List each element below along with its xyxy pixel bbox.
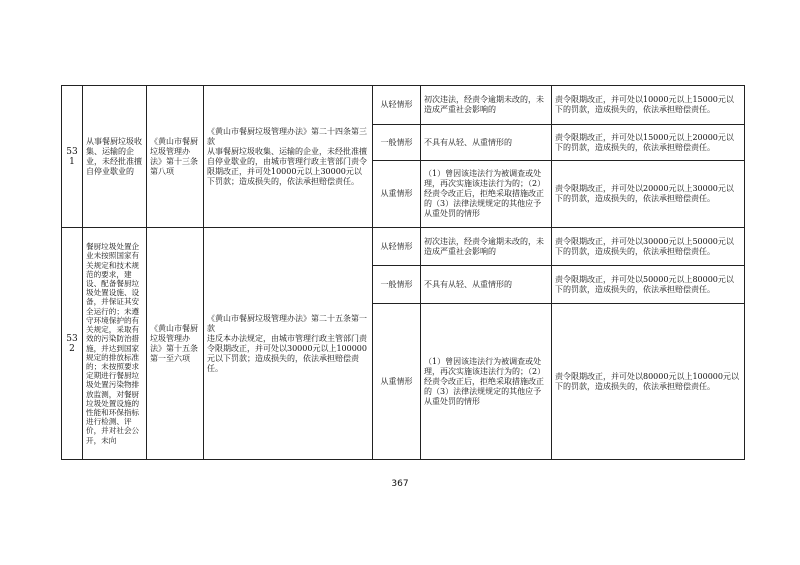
violation-basis: 《黄山市餐厨垃圾管理办法》第十三条第八项 <box>147 86 204 228</box>
circumstance-condition: 不具有从轻、从重情形的 <box>421 266 552 304</box>
circumstance-condition: 初次违法，经责令逾期未改的，未造成严重社会影响的 <box>421 228 552 266</box>
circumstance-condition: 初次违法，经责令逾期未改的，未造成严重社会影响的 <box>421 86 552 125</box>
circumstance-level: 从轻情形 <box>373 228 421 266</box>
circumstance-level: 从轻情形 <box>373 86 421 125</box>
penalty-standard: 责令限期改正，并可处以50000元以上80000元以下的罚款，造成损失的，依法承担赔偿责任。 <box>552 266 745 304</box>
circumstance-level: 从重情形 <box>373 161 421 228</box>
penalty-standard: 责令限期改正，并可处以80000元以上100000元以下的罚款，造成损失的，依法承担赔偿责任。 <box>552 304 745 460</box>
table-row <box>62 86 745 125</box>
circumstance-condition: 不具有从轻、从重情形的 <box>421 125 552 161</box>
row-index: 532 <box>62 228 83 460</box>
penalty-standard: 责令限期改正，并可处以20000元以上30000元以下的罚款，造成损失的，依法承担赔偿责任。 <box>552 161 745 228</box>
penalty-standard: 责令限期改正，并可处以15000元以上20000元以下的罚款，造成损失的，依法承担赔偿责任。 <box>552 125 745 161</box>
violation-behavior: 从事餐厨垃圾收集、运输的企业，未经批准擅自停业歇业的 <box>83 86 147 228</box>
row-index: 531 <box>62 86 83 228</box>
violation-basis: 《黄山市餐厨垃圾管理办法》第十五条第一至六项 <box>147 228 204 460</box>
penalty-standard: 责令限期改正，并可处以10000元以上15000元以下的罚款，造成损失的，依法承担赔偿责任。 <box>552 86 745 125</box>
table-row <box>62 228 745 266</box>
circumstance-condition: （1）曾因该违法行为被调查或处理，再次实施该违法行为的；（2）经责令改正后，拒绝采取措施改正的（3）法律法规规定的其他应予从重处罚的情形 <box>421 161 552 228</box>
penalty-clause: 《黄山市餐厨垃圾管理办法》第二十四条第三款 从事餐厨垃圾收集、运输的企业，未经批准擅自停业歇业的，由城市管理行政主管部门责令限期改正，并可处10000元以上30000元以下罚款；造成损失的，依法承担赔偿责任。 <box>204 86 373 228</box>
circumstance-condition: （1）曾因该违法行为被调查或处理，再次实施该违法行为的；（2）经责令改正后，拒绝采取措施改正的（3）法律法规规定的其他应予从重处罚的情形 <box>421 304 552 460</box>
violation-behavior: 餐厨垃圾处置企业未按照国家有关规定和技术规范的要求，建设、配备餐厨垃圾处置设施、设备，并保证其安全运行的；未遵守环境保护的有关规定，采取有效的污染防治措施，并达到国家规定的排放标准的；未按照要求定期进行餐厨垃圾处置污染物排放监测，对餐厨垃圾处置设施的性能和环保指标进行检测、评价，并对社会公开，未向 <box>83 228 147 460</box>
penalty-clause: 《黄山市餐厨垃圾管理办法》第二十五条第一款 违反本办法规定，由城市管理行政主管部门责令限期改正，并可处以30000元以上100000元以下罚款；造成损失的，依法承担赔偿责任。 <box>204 228 373 460</box>
circumstance-level: 一般情形 <box>373 266 421 304</box>
page-number: 367 <box>391 479 409 489</box>
penalty-standard-table <box>61 85 745 460</box>
circumstance-level: 从重情形 <box>373 304 421 460</box>
penalty-standard: 责令限期改正，并可处以30000元以上50000元以下的罚款，造成损失的，依法承担赔偿责任。 <box>552 228 745 266</box>
circumstance-level: 一般情形 <box>373 125 421 161</box>
